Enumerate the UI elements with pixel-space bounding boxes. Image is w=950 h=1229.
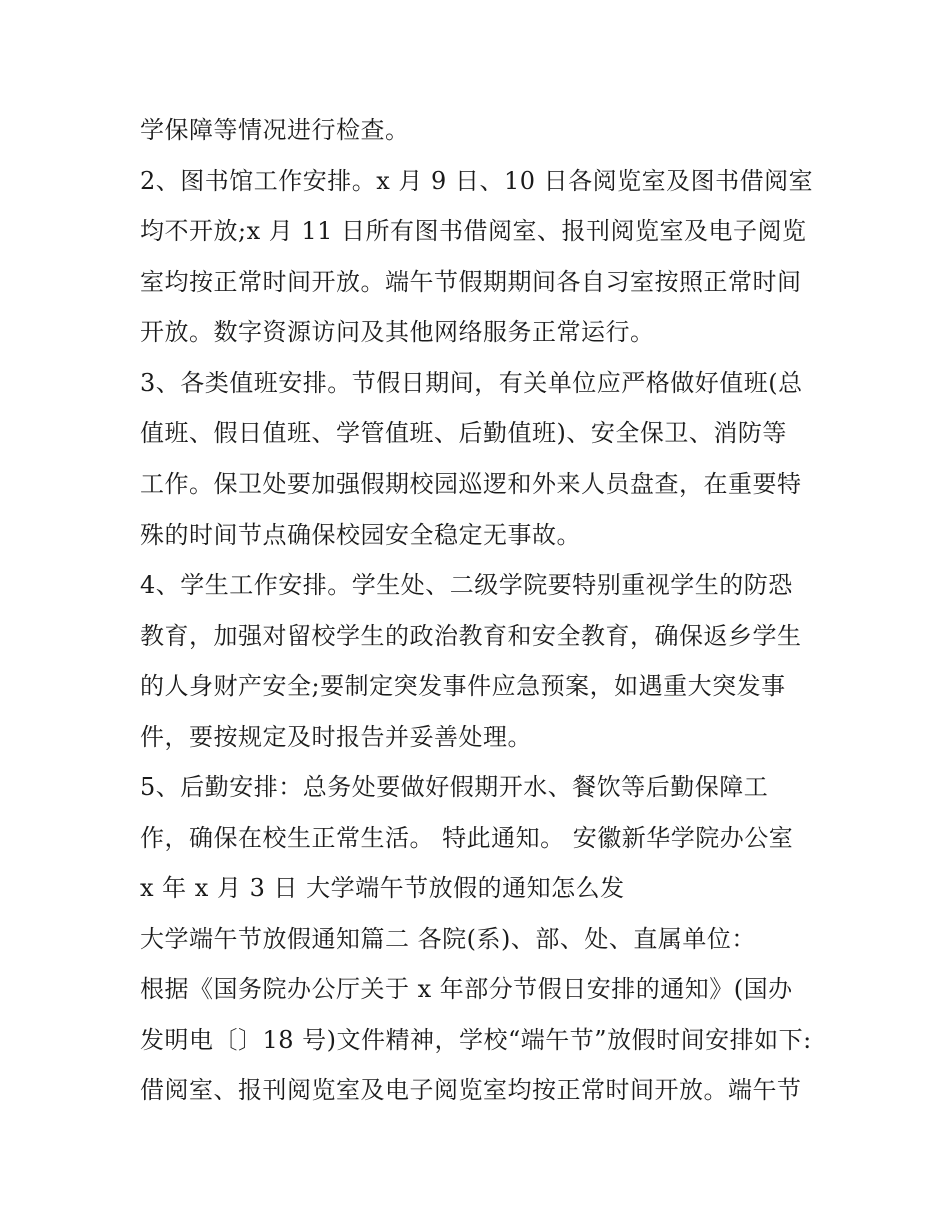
text-line: 值班、假日值班、学管值班、后勤值班)、安全保卫、消防等	[140, 419, 787, 447]
text-line: 根据《国务院办公厅关于 x 年部分节假日安排的通知》(国办	[140, 975, 793, 1003]
text-line: 工作。保卫处要加强假期校园巡逻和外来人员盘查，在重要特	[140, 470, 802, 498]
text-line: 大学端午节放假通知篇二 各院(系)、部、处、直属单位：	[140, 925, 756, 953]
text-line: x 年 x 月 3 日 大学端午节放假的通知怎么发	[140, 874, 625, 902]
text-line: 开放。数字资源访问及其他网络服务正常运行。	[140, 318, 655, 346]
text-line: 作，确保在校生正常生活。 特此通知。 安徽新华学院办公室	[140, 824, 794, 852]
text-line: 3、各类值班安排。节假日期间，有关单位应严格做好值班(总	[140, 369, 803, 397]
text-line: 的人身财产安全;要制定突发事件应急预案，如遇重大突发事	[140, 672, 786, 700]
text-line: 借阅室、报刊阅览室及电子阅览室均按正常时间开放。端午节	[140, 1076, 802, 1104]
text-line: 室均按正常时间开放。端午节假期期间各自习室按照正常时间	[140, 268, 802, 296]
text-line: 4、学生工作安排。学生处、二级学院要特别重视学生的防恐	[140, 571, 793, 599]
text-line: 2、图书馆工作安排。x 月 9 日、10 日各阅览室及图书借阅室	[140, 167, 814, 195]
text-line: 均不开放;x 月 11 日所有图书借阅室、报刊阅览室及电子阅览	[140, 217, 807, 245]
text-line: 5、后勤安排：总务处要做好假期开水、餐饮等后勤保障工	[140, 773, 769, 801]
text-line: 殊的时间节点确保校园安全稳定无事故。	[140, 521, 581, 549]
text-line: 学保障等情况进行检查。	[140, 116, 410, 144]
text-line: 教育，加强对留校学生的政治教育和安全教育，确保返乡学生	[140, 622, 802, 650]
text-line: 发明电〔〕18 号)文件精神，学校“端午节”放假时间安排如下:	[140, 1026, 812, 1054]
text-line: 件，要按规定及时报告并妥善处理。	[140, 723, 532, 751]
